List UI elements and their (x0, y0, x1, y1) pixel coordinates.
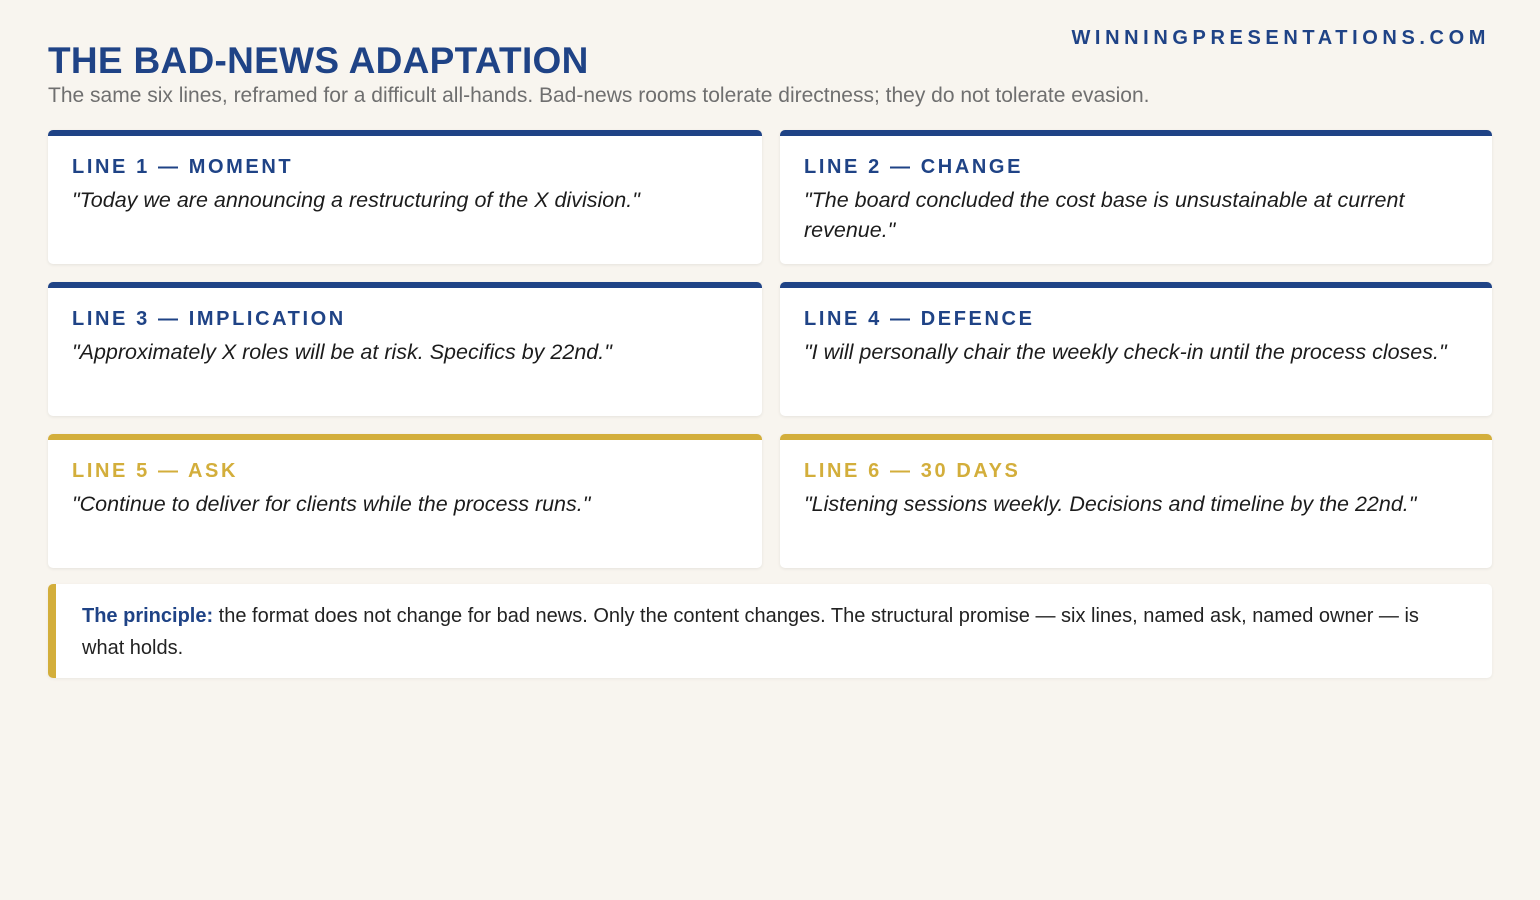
principle-callout (48, 584, 1492, 678)
line-card-quote: "I will personally chair the weekly check-in until the process closes." (804, 340, 1447, 364)
line-card-quote: "Approximately X roles will be at risk. Specifics by 22nd." (72, 340, 612, 364)
line-card-quote: "Continue to deliver for clients while the process runs." (72, 492, 591, 516)
line-card-quote: "Listening sessions weekly. Decisions and timeline by the 22nd." (804, 492, 1417, 516)
line-card-label: LINE 6 — 30 DAYS (804, 460, 1021, 482)
principle-lead: The principle: (82, 605, 214, 627)
line-card-label: LINE 2 — CHANGE (804, 156, 1024, 178)
line-card-1 (48, 130, 762, 264)
lines-grid (48, 130, 1492, 568)
line-card-label: LINE 4 — DEFENCE (804, 308, 1035, 330)
page-subtitle: The same six lines, reframed for a difficult all-hands. Bad-news rooms tolerate directness; they do not tolerate evasion. (48, 84, 1150, 107)
line-card-3 (48, 282, 762, 416)
line-card-label: LINE 5 — ASK (72, 460, 239, 482)
principle-text: the format does not change for bad news. Only the content changes. The structural promise — six lines, named ask, named owner — is what holds. (82, 605, 1419, 659)
line-card-quote: "The board concluded the cost base is unsustainable at current revenue." (804, 188, 1405, 242)
brand-wordmark: WINNINGPRESENTATIONS.COM (1071, 27, 1490, 49)
line-card-6 (780, 434, 1492, 568)
line-card-label: LINE 1 — MOMENT (72, 156, 294, 178)
line-card-2 (780, 130, 1492, 264)
page-title: THE BAD-NEWS ADAPTATION (48, 40, 589, 81)
line-card-label: LINE 3 — IMPLICATION (72, 308, 346, 330)
line-card-quote: "Today we are announcing a restructuring of the X division." (72, 188, 640, 212)
line-card-4 (780, 282, 1492, 416)
line-card-5 (48, 434, 762, 568)
